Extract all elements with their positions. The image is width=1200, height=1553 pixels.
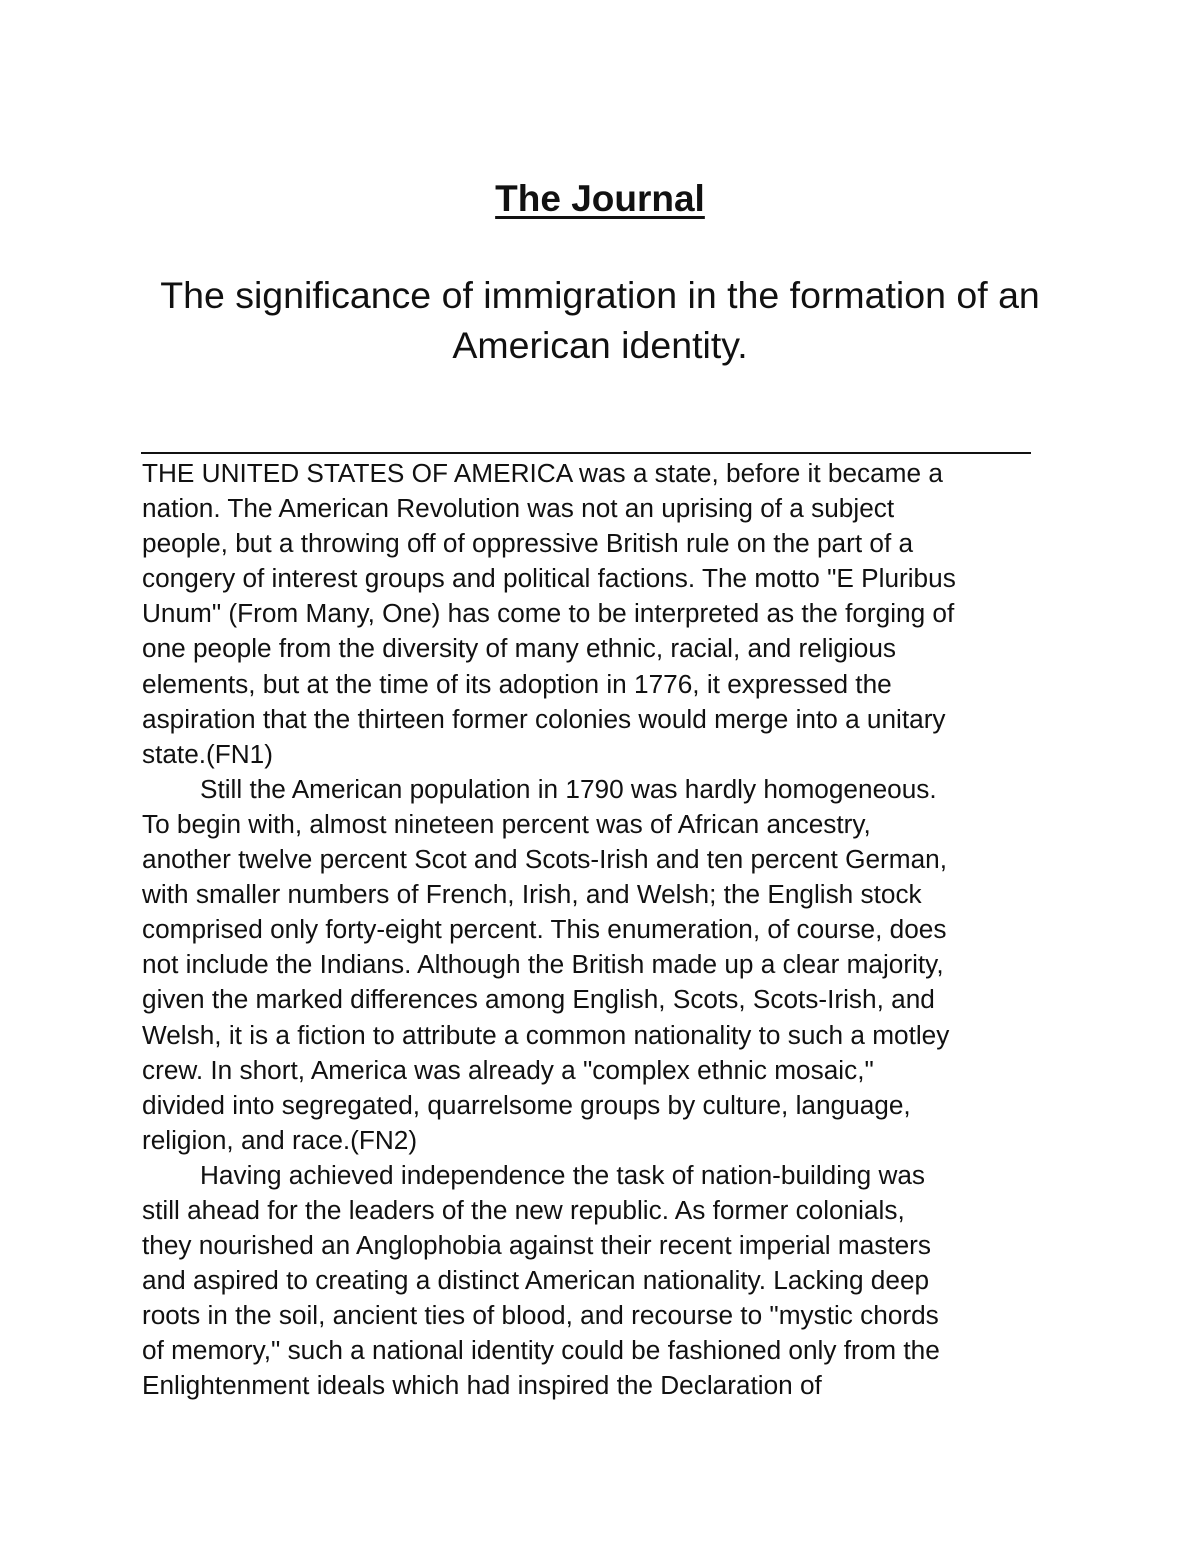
body-line: another twelve percent Scot and Scots-Irish and ten percent German,	[142, 844, 947, 875]
body-line: with smaller numbers of French, Irish, and Welsh; the English stock	[142, 879, 922, 910]
body-line: Welsh, it is a fiction to attribute a common nationality to such a motley	[142, 1019, 950, 1050]
document-title-text: The Journal	[495, 178, 705, 219]
body-line: roots in the soil, ancient ties of blood, and recourse to "mystic chords	[142, 1300, 939, 1331]
body-line: still ahead for the leaders of the new republic. As former colonials,	[142, 1194, 905, 1225]
body-line: elements, but at the time of its adoption in 1776, it expressed the	[142, 668, 892, 699]
body-line: comprised only forty-eight percent. This enumeration, of course, does	[142, 914, 947, 945]
body-line: not include the Indians. Although the British made up a clear majority,	[142, 949, 944, 980]
paragraph-start-line: Still the American population in 1790 was hardly homogeneous.	[200, 773, 937, 804]
body-line: To begin with, almost nineteen percent was of African ancestry,	[142, 808, 871, 839]
document-subtitle	[100, 270, 1100, 370]
body-text	[142, 456, 1042, 1404]
body-line: religion, and race.(FN2)	[142, 1124, 418, 1155]
body-line: nation. The American Revolution was not an uprising of a subject	[142, 493, 895, 524]
body-line: and aspired to creating a distinct American nationality. Lacking deep	[142, 1265, 930, 1296]
subtitle-line: American identity.	[452, 324, 748, 366]
body-line: of memory," such a national identity could be fashioned only from the	[142, 1335, 940, 1366]
body-line: one people from the diversity of many ethnic, racial, and religious	[142, 633, 897, 664]
body-line: aspiration that the thirteen former colonies would merge into a unitary	[142, 703, 946, 734]
subtitle-line: The significance of immigration in the formation of an	[160, 274, 1040, 316]
body-line: people, but a throwing off of oppressive British rule on the part of a	[142, 528, 914, 559]
body-line: congery of interest groups and political factions. The motto "E Pluribus	[142, 563, 956, 594]
body-line: Unum" (From Many, One) has come to be interpreted as the forging of	[142, 598, 955, 629]
body-line: divided into segregated, quarrelsome groups by culture, language,	[142, 1089, 911, 1120]
paragraph-start-line: Having achieved independence the task of nation-building was	[200, 1159, 926, 1190]
body-line: Enlightenment ideals which had inspired the Declaration of	[142, 1370, 822, 1401]
document-title	[0, 178, 1200, 220]
body-line: THE UNITED STATES OF AMERICA was a state, before it became a	[142, 458, 943, 488]
body-line: given the marked differences among English, Scots, Scots-Irish, and	[142, 984, 935, 1015]
body-line: they nourished an Anglophobia against their recent imperial masters	[142, 1230, 932, 1261]
body-line: state.(FN1)	[142, 738, 273, 769]
horizontal-rule	[141, 452, 1031, 454]
body-line: crew. In short, America was already a "complex ethnic mosaic,"	[142, 1054, 874, 1085]
